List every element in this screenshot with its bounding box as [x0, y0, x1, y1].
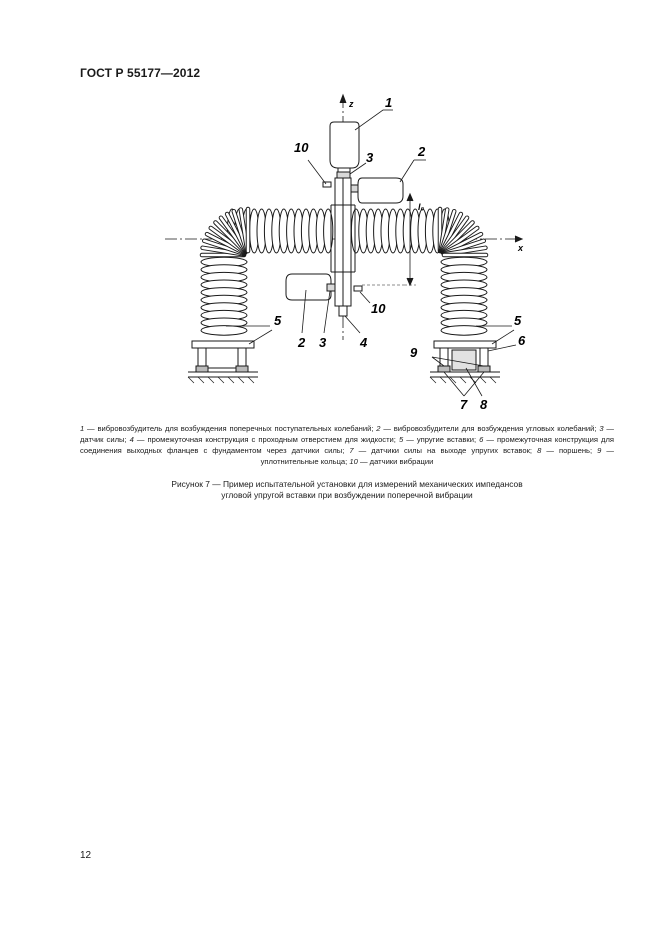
legend-text: — поршень;: [541, 446, 598, 455]
figure-legend: [80, 423, 614, 467]
legend-text: — датчик силы;: [80, 424, 614, 444]
legend-number: 8: [537, 446, 542, 455]
left-bellows-elbow: [202, 209, 248, 255]
left-foundation: [188, 341, 258, 383]
left-bellows-vertical: [201, 257, 247, 335]
document-header: ГОСТ Р 55177—2012: [80, 66, 201, 80]
piston-8: [452, 350, 476, 370]
right-bellows-elbow: [440, 209, 486, 255]
legend-text: — вибровозбудители для возбуждения угловых колебаний;: [380, 424, 600, 433]
legend-text: — упругие вставки;: [403, 435, 480, 444]
legend-text: — уплотнительные кольца;: [260, 446, 614, 466]
right-bellows-horizontal: [351, 209, 449, 253]
vibrator-2-upper: [358, 178, 403, 203]
x-axis-arrow: [515, 236, 522, 242]
test-setup-figure: [0, 0, 661, 420]
legend-text: — промежуточная конструкция с проходным отверстием для жидкости;: [133, 435, 399, 444]
legend-text: — промежуточная конструкция для соединения выходных фланцев с фундаментом через датчики силы;: [80, 435, 615, 455]
x-axis-label: x: [518, 243, 524, 253]
legend-number: 1: [80, 424, 85, 433]
callout-2-upper: 2: [418, 144, 426, 159]
callout-1: 1: [385, 95, 393, 110]
vibration-sensor-10-bottom: [354, 286, 362, 291]
callout-9: 9: [410, 345, 418, 360]
legend-text: — вибровозбудитель для возбуждения поперечных поступательных колебаний;: [84, 424, 377, 433]
caption-line-2: угловой упругой вставки при возбуждении поперечной вибрации: [221, 490, 473, 500]
legend-number: 2: [376, 424, 381, 433]
legend-number: 10: [349, 457, 358, 466]
page-number: 12: [80, 850, 92, 861]
vibrator-2-lower: [286, 274, 331, 300]
caption-line-1: Рисунок 7 — Пример испытательной установки для измерений механических импедансов: [171, 479, 523, 489]
z-axis-arrow: [340, 95, 346, 103]
figure-caption: [80, 479, 614, 501]
callout-10-upper: 10: [294, 140, 309, 155]
legend-number: 5: [398, 435, 404, 444]
legend-number: 4: [129, 435, 134, 444]
force-sensor-3-top: [337, 172, 350, 178]
callout-5-right: 5: [514, 313, 522, 328]
callout-3-upper: 3: [366, 150, 374, 165]
right-foundation: [430, 341, 500, 383]
right-bellows-vertical: [441, 257, 487, 335]
vibration-sensor-10-top: [323, 182, 331, 187]
z-axis-label: z: [349, 99, 354, 109]
legend-text: — датчики силы на выходе упругих вставок;: [353, 446, 538, 455]
callout-5-left: 5: [274, 313, 282, 328]
callout-6: 6: [518, 333, 526, 348]
callout-10-lower: 10: [371, 301, 386, 316]
callout-4: 4: [360, 335, 368, 350]
callout-3-lower: 3: [319, 335, 327, 350]
vibrator-1: [330, 122, 359, 168]
legend-text: — датчики вибрации: [357, 457, 434, 466]
intermediate-structure-4: [339, 306, 347, 316]
callout-8: 8: [480, 397, 488, 412]
legend-number: 9: [597, 446, 602, 455]
legend-number: 7: [349, 446, 354, 455]
legend-number: 3: [599, 424, 604, 433]
dimension-label: l₀: [418, 202, 425, 212]
callout-2-lower: 2: [298, 335, 306, 350]
legend-number: 6: [479, 435, 484, 444]
callout-7: 7: [460, 397, 468, 412]
